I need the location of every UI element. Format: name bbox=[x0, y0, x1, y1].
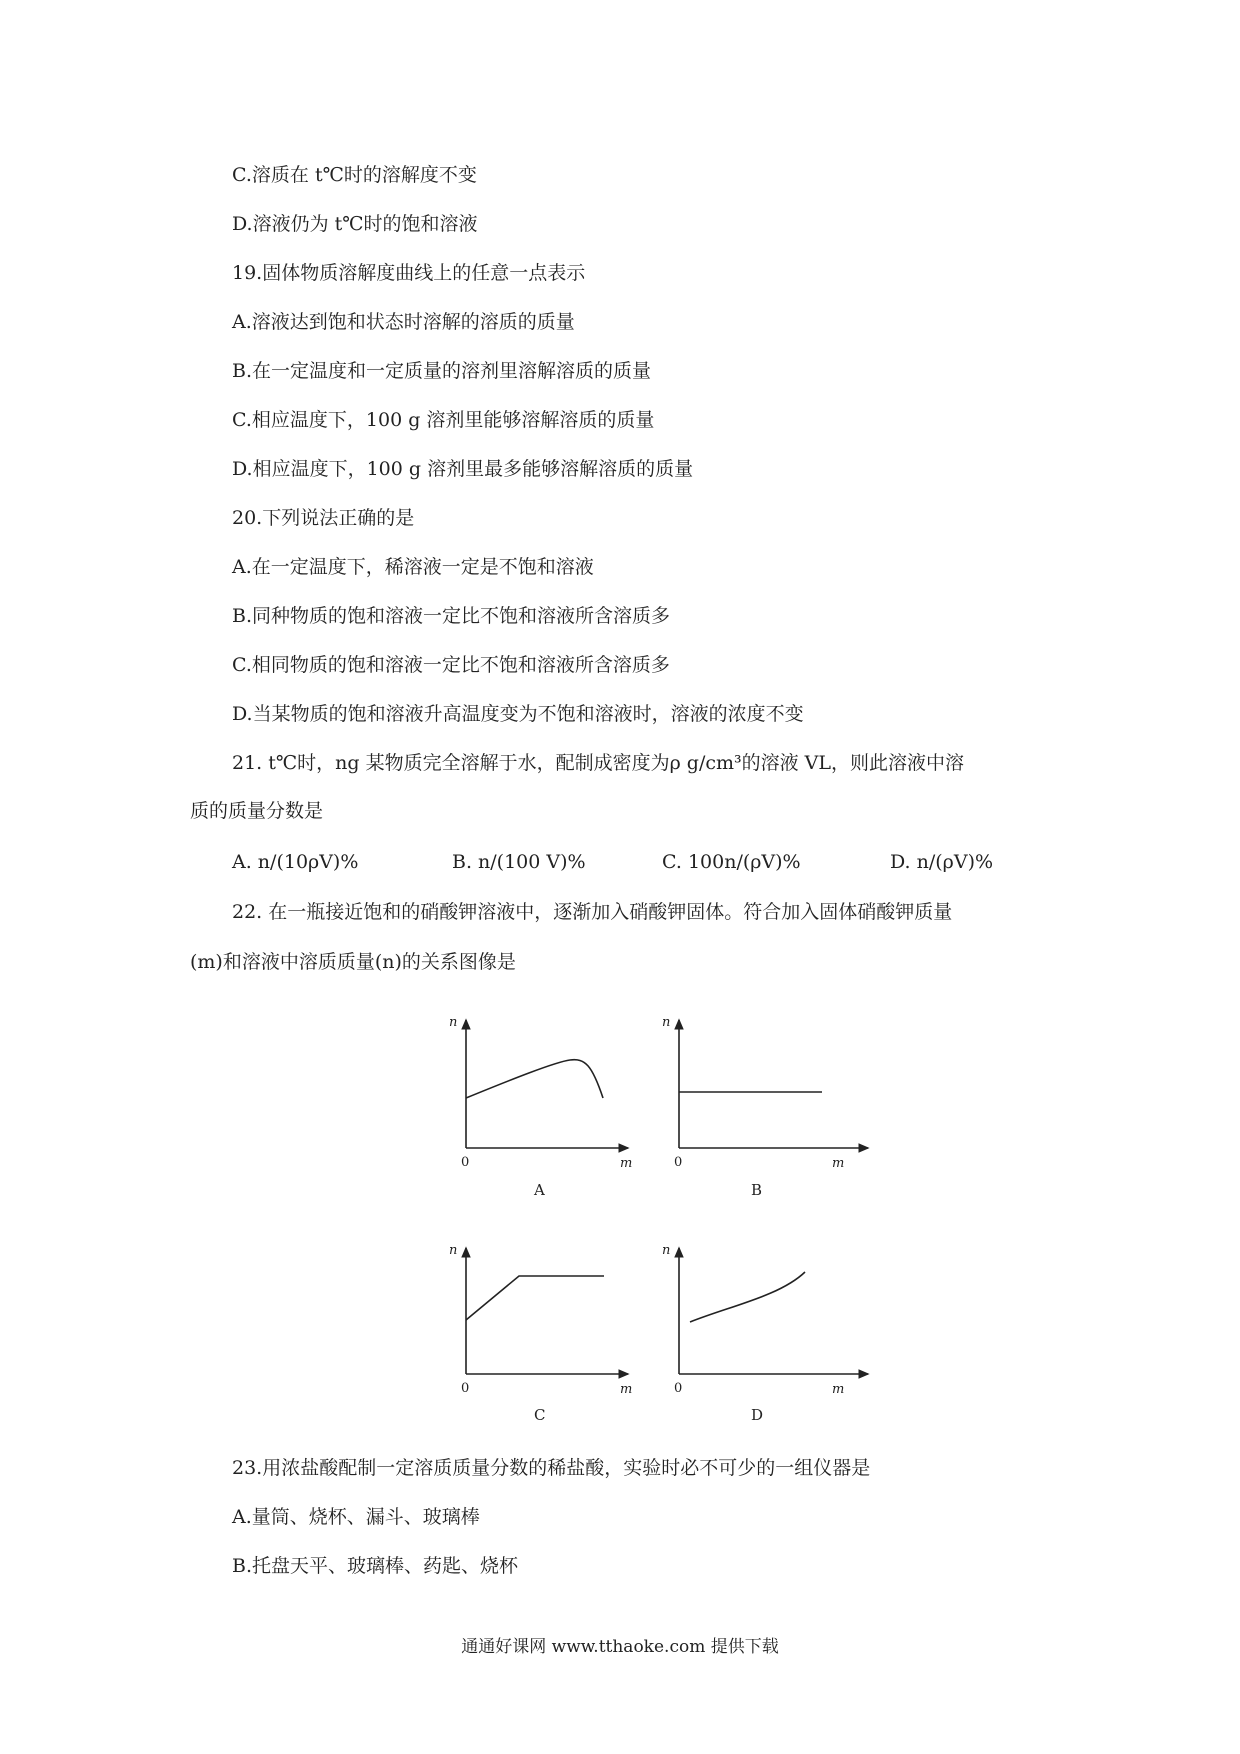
graph-a bbox=[466, 1020, 628, 1148]
q21-stem-line1: 21. t℃时，ng 某物质完全溶解于水，配制成密度为ρ g/cm³的溶液 VL，则此溶液中溶 bbox=[232, 752, 965, 774]
q22-stem-line1: 22. 在一瓶接近饱和的硝酸钾溶液中，逐渐加入硝酸钾固体。符合加入固体硝酸钾质量 bbox=[232, 901, 953, 923]
q20-option-b: B.同种物质的饱和溶液一定比不饱和溶液所含溶质多 bbox=[232, 605, 671, 627]
graph-c-y-label: n bbox=[449, 1243, 458, 1258]
q21-option-d: D. n/(ρV)% bbox=[890, 851, 994, 873]
graph-c-origin: 0 bbox=[461, 1381, 470, 1396]
graph-d bbox=[679, 1248, 868, 1374]
q23-option-b: B.托盘天平、玻璃棒、药匙、烧杯 bbox=[232, 1555, 519, 1577]
q19-option-b: B.在一定温度和一定质量的溶剂里溶解溶质的质量 bbox=[232, 360, 652, 382]
graph-a-caption: A bbox=[534, 1181, 545, 1199]
graph-d-x-label: m bbox=[832, 1382, 845, 1397]
graph-c-curve bbox=[466, 1276, 604, 1320]
graph-a-x-label: m bbox=[620, 1156, 633, 1171]
graph-a-origin: 0 bbox=[461, 1155, 470, 1170]
q20-stem: 20.下列说法正确的是 bbox=[232, 507, 415, 529]
q23-stem: 23.用浓盐酸配制一定溶质质量分数的稀盐酸，实验时必不可少的一组仪器是 bbox=[232, 1457, 871, 1479]
graph-b-y-label: n bbox=[662, 1015, 671, 1030]
graph-c bbox=[466, 1248, 628, 1374]
q19-option-c: C.相应温度下，100 g 溶剂里能够溶解溶质的质量 bbox=[232, 409, 655, 431]
q23-option-a: A.量筒、烧杯、漏斗、玻璃棒 bbox=[232, 1506, 480, 1528]
q21-option-b: B. n/(100 V)% bbox=[452, 851, 586, 873]
q21-option-a: A. n/(10ρV)% bbox=[232, 851, 359, 873]
q18-option-c: C.溶质在 t℃时的溶解度不变 bbox=[232, 164, 477, 186]
graph-a-y-label: n bbox=[449, 1015, 458, 1030]
graph-b-origin: 0 bbox=[674, 1155, 683, 1170]
q19-option-a: A.溶液达到饱和状态时溶解的溶质的质量 bbox=[232, 311, 575, 333]
graph-d-caption: D bbox=[751, 1406, 764, 1424]
graph-b-caption: B bbox=[751, 1181, 763, 1199]
graph-c-x-label: m bbox=[620, 1382, 633, 1397]
q20-option-d: D.当某物质的饱和溶液升高温度变为不饱和溶液时，溶液的浓度不变 bbox=[232, 703, 804, 725]
q20-option-c: C.相同物质的饱和溶液一定比不饱和溶液所含溶质多 bbox=[232, 654, 670, 676]
page-footer: 通通好课网 www.tthaoke.com 提供下载 bbox=[461, 1637, 779, 1657]
q20-option-a: A.在一定温度下，稀溶液一定是不饱和溶液 bbox=[232, 556, 594, 578]
graph-d-y-label: n bbox=[662, 1243, 671, 1258]
graph-b-x-label: m bbox=[832, 1156, 845, 1171]
graph-c-caption: C bbox=[534, 1406, 546, 1424]
q21-option-c: C. 100n/(ρV)% bbox=[662, 851, 801, 873]
q21-stem-line2: 质的质量分数是 bbox=[190, 800, 324, 822]
graph-a-curve bbox=[466, 1060, 603, 1098]
q19-option-d: D.相应温度下，100 g 溶剂里最多能够溶解溶质的质量 bbox=[232, 458, 694, 480]
q18-option-d: D.溶液仍为 t℃时的饱和溶液 bbox=[232, 213, 478, 235]
q22-stem-line2: (m)和溶液中溶质质量(n)的关系图像是 bbox=[190, 951, 516, 973]
graph-b bbox=[679, 1020, 868, 1148]
graph-d-origin: 0 bbox=[674, 1381, 683, 1396]
q19-stem: 19.固体物质溶解度曲线上的任意一点表示 bbox=[232, 262, 586, 284]
graph-d-curve bbox=[690, 1272, 805, 1322]
